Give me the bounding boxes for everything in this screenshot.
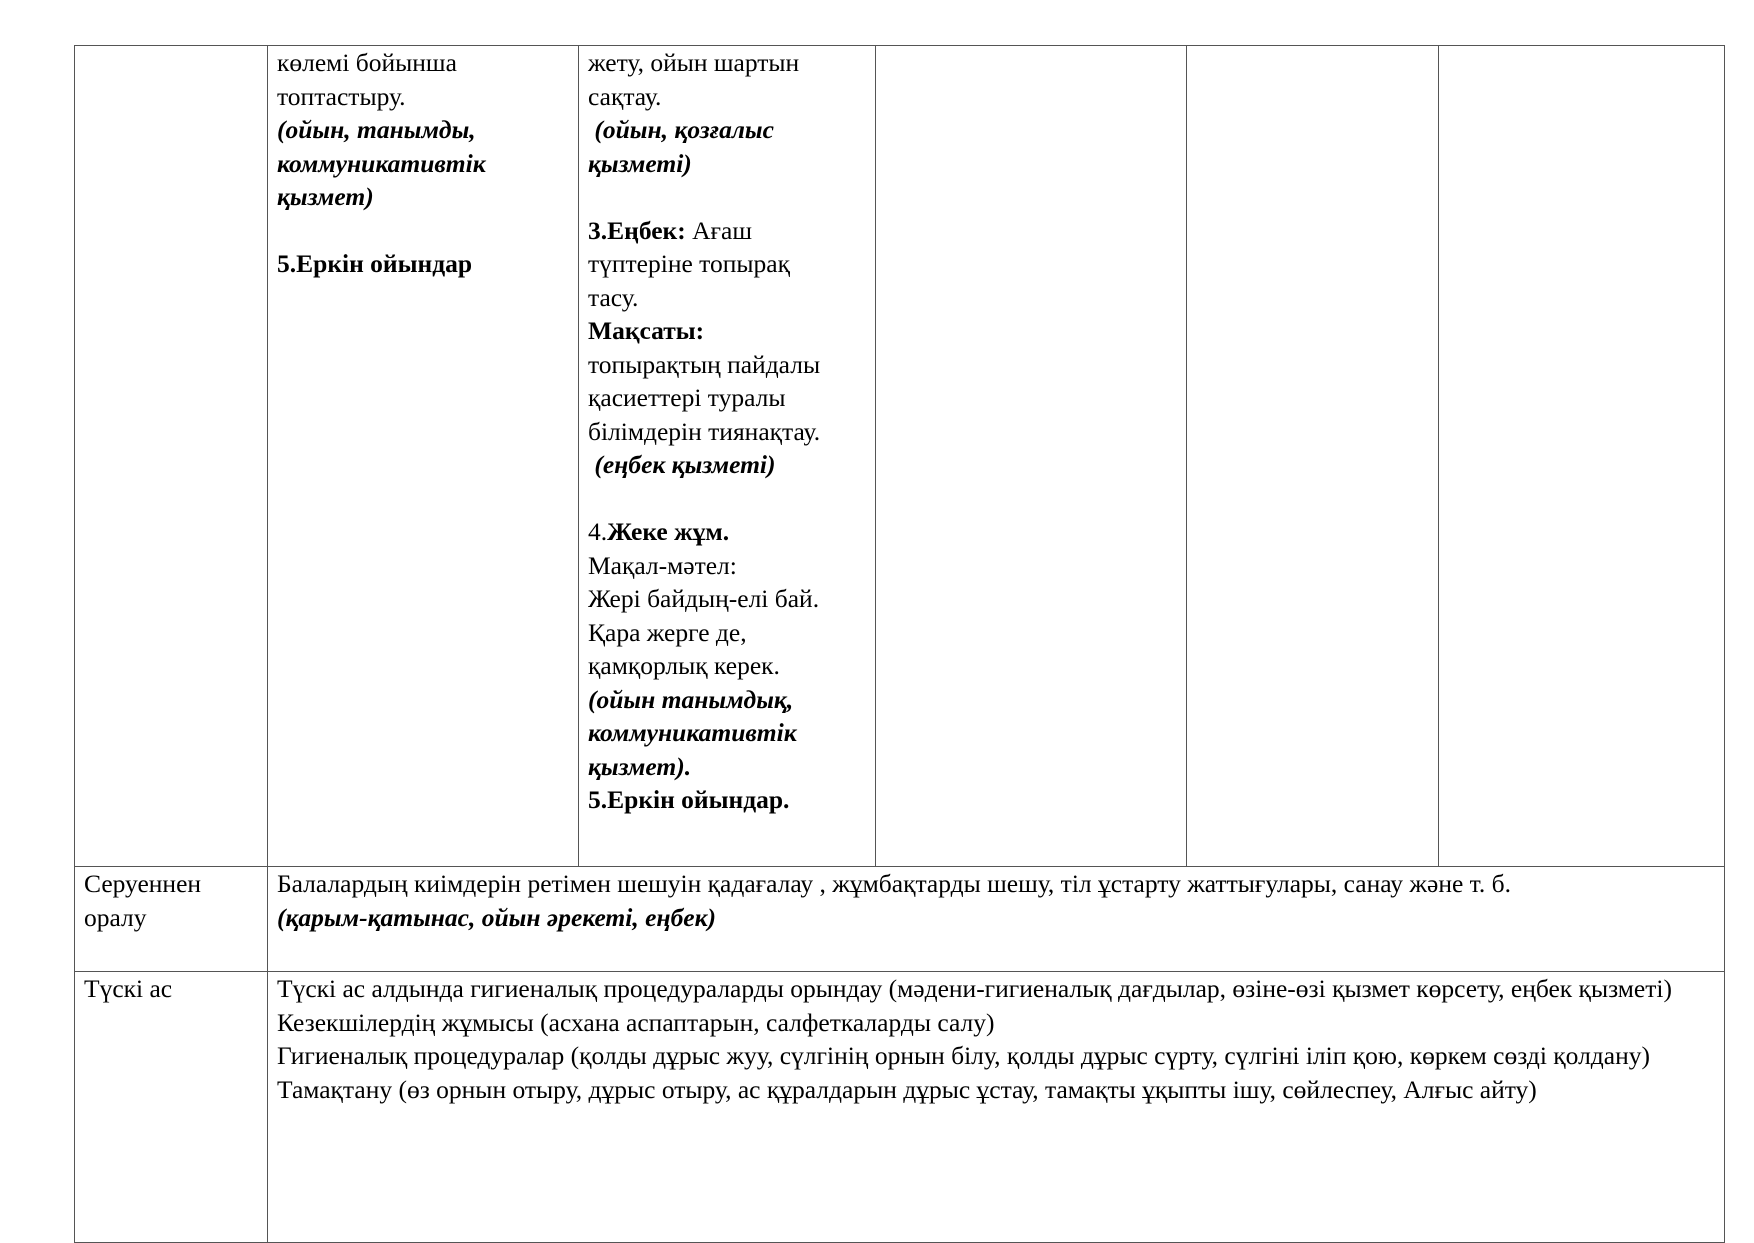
activity-type-line: (ойын танымдық, [588, 684, 794, 714]
text-line: сақтау. [588, 81, 662, 111]
table-row [75, 867, 1725, 972]
activity-type-line: коммуникативтік [588, 718, 797, 747]
text-line: Қара жерге де, [588, 617, 747, 647]
row-text: Балалардың киімдерін ретімен шешуін қадағалау , жұмбақтарды шешу, тіл ұстарту жаттығулары, санау және т. б. [277, 869, 1511, 898]
text-line: қамқорлық керек. [588, 651, 780, 680]
labor-heading: 3.Еңбек: [588, 215, 686, 245]
row-label-cell-empty [75, 46, 268, 867]
daily-plan-table [74, 45, 1725, 1243]
paragraph: Тамақтану (өз орнын отыру, дұрыс отыру, ас құралдарын дұрыс ұстау, тамақты ұқыпты ішу, сөйлеспеу, Алғыс айту) [277, 1074, 1537, 1104]
activity-type-line: қызметі) [588, 148, 692, 178]
activity-cell-col2 [268, 46, 579, 867]
text-line: білімдерін тиянақтау. [588, 416, 821, 446]
individual-work-heading-line [588, 515, 866, 549]
free-games-heading: 5.Еркін ойындар. [588, 785, 790, 814]
activity-type-line: (еңбек қызметі) [588, 450, 776, 479]
row-content-cell [268, 972, 1725, 1243]
text-line: Жері байдың-елі бай. [588, 584, 820, 613]
text-line: тасу. [588, 282, 639, 312]
paragraph: Кезекшілердің жұмысы (асхана аспаптарын, салфеткаларды салу) [277, 1007, 995, 1037]
text-line: топырақтың пайдалы [588, 349, 821, 379]
activity-type-line: (ойын, қозғалыс [588, 115, 774, 144]
row-label: оралу [84, 902, 147, 932]
text-line: Мақал-мәтел: [588, 550, 737, 580]
activity-type-line: қызмет) [277, 182, 374, 211]
text-line: көлемі бойынша [277, 48, 457, 77]
item-number: 4. [588, 517, 608, 546]
labor-heading-rest: Ағаш [685, 215, 752, 245]
text-line: қасиеттері туралы [588, 383, 786, 412]
table-row [75, 46, 1725, 867]
text-line: түптеріне топырақ [588, 249, 790, 278]
row-content-cell [268, 867, 1725, 972]
row-label: Түскі ас [84, 974, 173, 1003]
row-label-cell [75, 972, 268, 1243]
row-label: Серуеннен [84, 869, 202, 898]
empty-cell [876, 46, 1187, 867]
blank-line [277, 214, 569, 248]
activity-type-line: (қарым-қатынас, ойын әрекеті, еңбек) [277, 902, 717, 932]
table-row [75, 972, 1725, 1243]
goal-heading: Мақсаты: [588, 316, 705, 345]
text-line: топтастыру. [277, 81, 406, 111]
free-games-heading: 5.Еркін ойындар [277, 249, 473, 278]
row-label-cell [75, 867, 268, 972]
paragraph: Гигиеналық процедуралар (қолды дұрыс жуу, сүлгінің орнын білу, қолды дұрыс сүрту, сүлгіні іліп қою, көркем сөзді қолдану) [277, 1041, 1650, 1070]
blank-line [588, 482, 866, 516]
paragraph: Түскі ас алдында гигиеналық процедураларды орындау (мәдени-гигиеналық дағдылар, өзіне-өзі қызмет көрсету, еңбек қызметі) [277, 974, 1672, 1003]
activity-cell-col3 [579, 46, 876, 867]
individual-work-heading: Жеке жұм. [607, 517, 730, 546]
empty-cell [1439, 46, 1725, 867]
activity-type-line: қызмет). [588, 751, 692, 781]
text-line: жету, ойын шартын [588, 48, 800, 77]
labor-heading-line [588, 214, 866, 248]
activity-type-line: коммуникативтік [277, 148, 486, 178]
blank-line [588, 180, 866, 214]
empty-cell [1187, 46, 1439, 867]
activity-type-line: (ойын, танымды, [277, 115, 476, 144]
